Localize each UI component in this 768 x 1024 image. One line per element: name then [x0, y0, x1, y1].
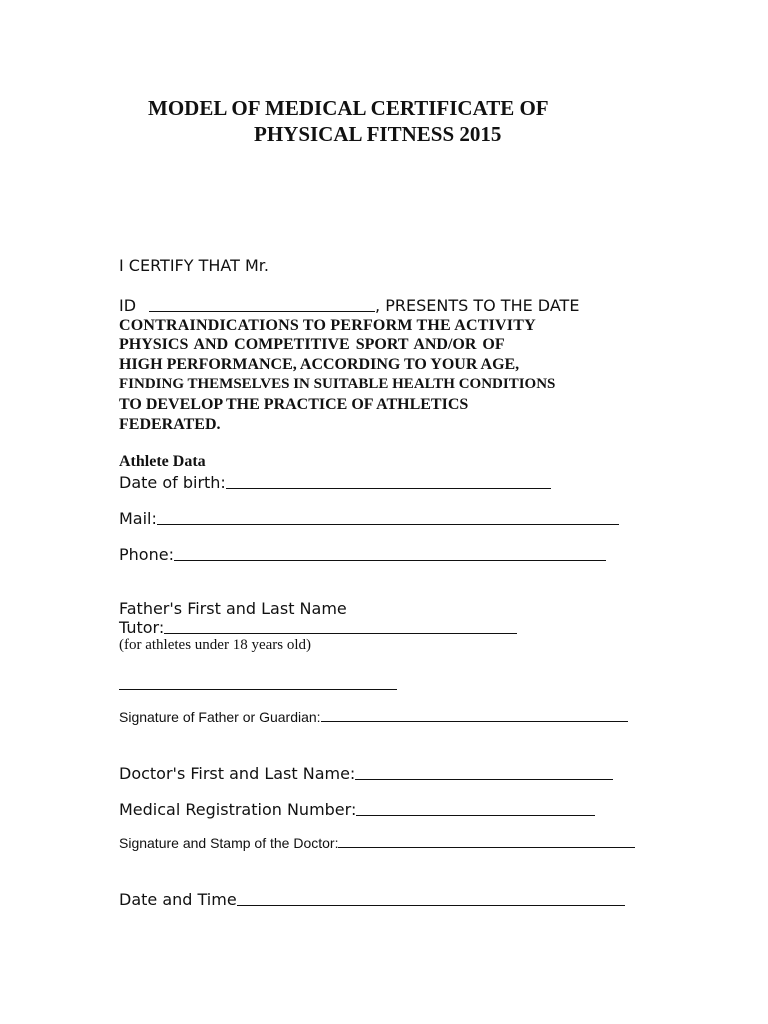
registration-row: [119, 800, 595, 819]
phone-row: [119, 545, 606, 564]
phone-field[interactable]: [174, 560, 606, 561]
doctor-signature-field[interactable]: [338, 847, 635, 848]
registration-label: Medical Registration Number:: [119, 800, 357, 819]
date-time-row: [119, 890, 625, 909]
tutor-field[interactable]: [164, 633, 517, 634]
doctor-signature-row: [119, 835, 635, 851]
guardian-signature-field[interactable]: [321, 721, 628, 722]
phone-label: Phone:: [119, 545, 174, 564]
id-suffix: , PRESENTS TO THE DATE: [375, 296, 580, 315]
tutor-note: (for athletes under 18 years old): [119, 637, 312, 653]
id-field[interactable]: [149, 311, 375, 312]
certify-line-4: FINDING THEMSELVES IN SUITABLE HEALTH CONDITIONS: [119, 376, 556, 392]
dob-row: [119, 473, 551, 492]
document-title-line-1: MODEL OF MEDICAL CERTIFICATE OF: [148, 96, 549, 120]
id-label: ID: [119, 296, 137, 315]
date-time-label: Date and Time: [119, 890, 237, 909]
doctor-name-row: [119, 764, 613, 783]
dob-field[interactable]: [226, 488, 551, 489]
guardian-signature-label: Signature of Father or Guardian:: [119, 709, 321, 725]
doctor-name-field[interactable]: [355, 779, 613, 780]
certify-line-5: TO DEVELOP THE PRACTICE OF ATHLETICS: [119, 396, 469, 413]
athlete-data-heading: Athlete Data: [119, 453, 206, 470]
guardian-signature-row: [119, 709, 628, 725]
blank-signature-line[interactable]: [119, 689, 397, 690]
certify-line-1: CONTRAINDICATIONS TO PERFORM THE ACTIVITY: [119, 317, 536, 334]
certify-line-6: FEDERATED.: [119, 416, 221, 433]
tutor-label-line-1: Father's First and Last Name: [119, 599, 347, 618]
document-title-line-2: PHYSICAL FITNESS 2015: [254, 122, 502, 146]
certify-line-2: PHYSICS AND COMPETITIVE SPORT AND/OR OF: [119, 336, 505, 353]
registration-field[interactable]: [356, 815, 595, 816]
date-time-field[interactable]: [237, 905, 625, 906]
doctor-signature-label: Signature and Stamp of the Doctor:: [119, 835, 339, 851]
certify-line-3: HIGH PERFORMANCE, ACCORDING TO YOUR AGE,: [119, 356, 520, 373]
certify-intro: I CERTIFY THAT Mr.: [119, 256, 269, 275]
mail-field[interactable]: [157, 524, 619, 525]
tutor-label: Tutor:: [119, 618, 165, 637]
mail-label: Mail:: [119, 509, 157, 528]
dob-label: Date of birth:: [119, 473, 226, 492]
doctor-name-label: Doctor's First and Last Name:: [119, 764, 356, 783]
tutor-row: [119, 618, 517, 637]
id-row: [119, 296, 617, 315]
mail-row: [119, 509, 619, 528]
